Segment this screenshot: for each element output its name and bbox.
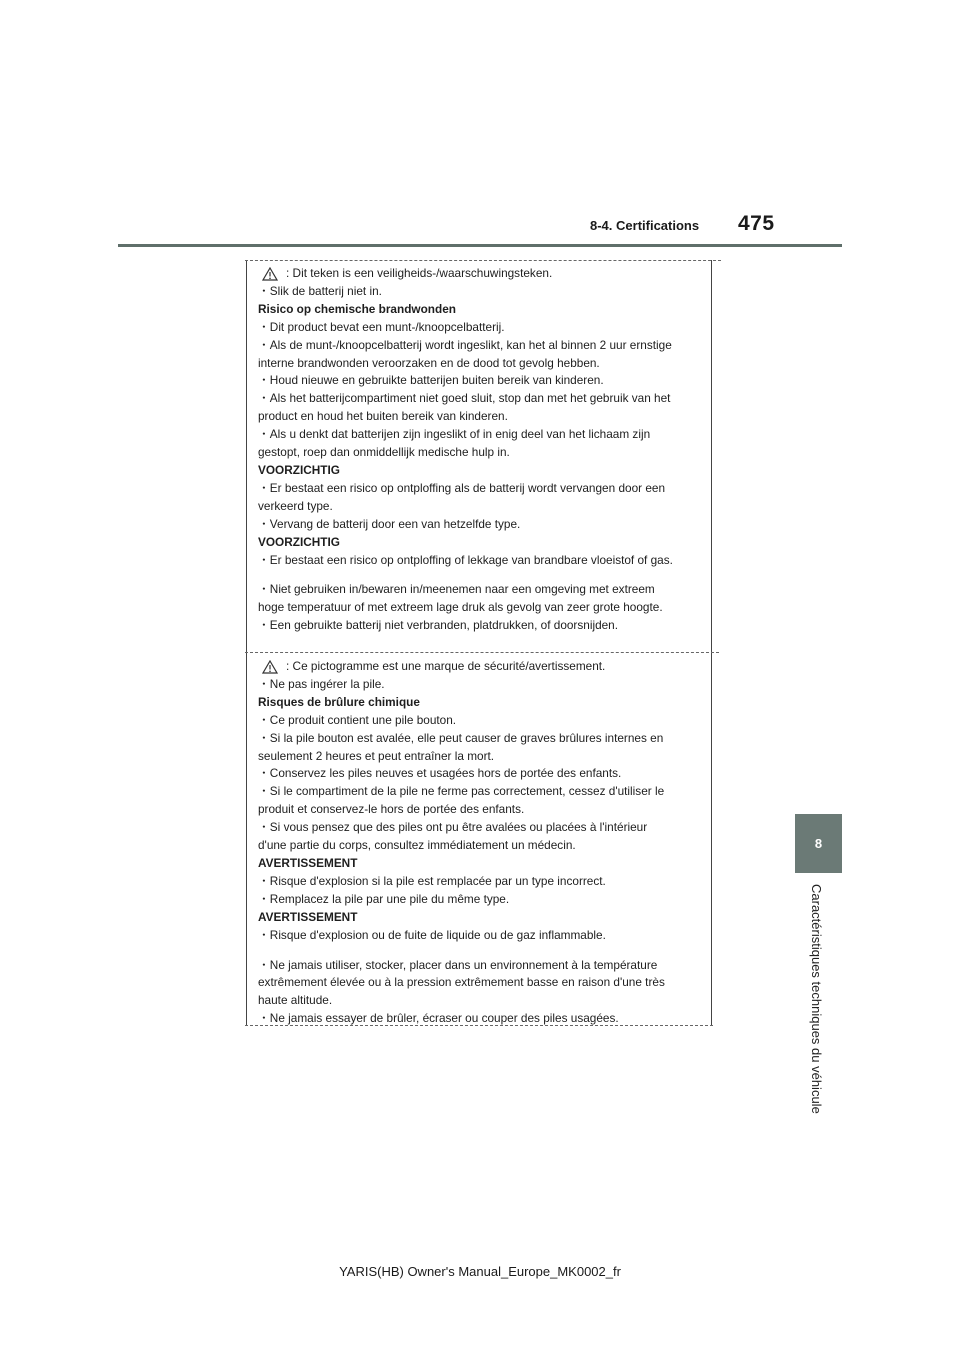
warning-line-dutch bbox=[258, 265, 703, 283]
label-line: d'une partie du corps, consultez immédiatement un médecin. bbox=[258, 838, 576, 853]
label-line: ・Si vous pensez que des piles ont pu être avalées ou placées à l'intérieur bbox=[258, 820, 648, 835]
label-line: ・Si le compartiment de la pile ne ferme pas correctement, cessez d'utiliser le bbox=[258, 784, 665, 799]
label-block-french bbox=[247, 656, 711, 1028]
warning-triangle-icon bbox=[262, 660, 278, 674]
label-line: ・Er bestaat een risico op ontploffing als de batterij wordt vervangen door een bbox=[258, 480, 666, 495]
language-divider bbox=[245, 652, 719, 653]
label-line: ・Ne jamais utiliser, stocker, placer dans un environnement à la température bbox=[258, 957, 658, 972]
label-heading: VOORZICHTIG bbox=[258, 462, 340, 477]
label-spacer bbox=[258, 945, 703, 957]
label-line: ・Risque d'explosion si la pile est remplacée par un type incorrect. bbox=[258, 873, 606, 888]
label-block-dutch bbox=[247, 263, 711, 635]
section-label: 8-4. Certifications bbox=[590, 218, 700, 233]
label-line: ・Als u denkt dat batterijen zijn ingeslikt of in enig deel van het lichaam zijn bbox=[258, 427, 651, 442]
label-line: ・Vervang de batterij door een van hetzelfde type. bbox=[258, 516, 521, 531]
label-heading: VOORZICHTIG bbox=[258, 534, 340, 549]
label-line: extrêmement élevée ou à la pression extrêmement basse en raison d'une très bbox=[258, 975, 665, 990]
chapter-number: 8 bbox=[814, 836, 823, 851]
warning-line-french bbox=[258, 658, 703, 676]
label-heading: AVERTISSEMENT bbox=[258, 855, 358, 870]
label-line: interne brandwonden veroorzaken en de dood tot gevolg hebben. bbox=[258, 355, 600, 370]
label-heading: Risques de brûlure chimique bbox=[258, 694, 420, 709]
chapter-tab[interactable] bbox=[795, 814, 842, 873]
label-line: ・Als het batterijcompartiment niet goed sluit, stop dan met het gebruik van het bbox=[258, 391, 671, 406]
label-line: ・Ne pas ingérer la pile. bbox=[258, 676, 385, 691]
header-rule bbox=[118, 244, 842, 247]
label-line: ・Ne jamais essayer de brûler, écraser ou couper des piles usagées. bbox=[258, 1011, 619, 1026]
label-line: ・Dit product bevat een munt-/knoopcelbatterij. bbox=[258, 319, 505, 334]
label-line: ・Houd nieuwe en gebruikte batterijen buiten bereik van kinderen. bbox=[258, 373, 604, 388]
battery-warning-label bbox=[246, 260, 712, 1026]
label-line: ・Als de munt-/knoopcelbatterij wordt ingeslikt, kan het al binnen 2 uur ernstige bbox=[258, 337, 672, 352]
label-line: ・Risque d'explosion ou de fuite de liquide ou de gaz inflammable. bbox=[258, 927, 606, 942]
label-line: gestopt, roep dan onmiddellijk medische hulp in. bbox=[258, 445, 510, 460]
label-line: verkeerd type. bbox=[258, 498, 333, 513]
label-line: ・Er bestaat een risico op ontploffing of lekkage van brandbare vloeistof of gas. bbox=[258, 552, 673, 567]
label-line: hoge temperatuur of met extreem lage druk als gevolg van zeer grote hoogte. bbox=[258, 600, 663, 615]
label-line: ・Remplacez la pile par une pile du même type. bbox=[258, 891, 510, 906]
label-line: ・Si la pile bouton est avalée, elle peut causer de graves brûlures internes en bbox=[258, 730, 664, 745]
label-line: ・Ce produit contient une pile bouton. bbox=[258, 712, 457, 727]
label-line: haute altitude. bbox=[258, 993, 333, 1008]
warning-triangle-icon bbox=[262, 267, 278, 281]
footer-manual-id: YARIS(HB) Owner's Manual_Europe_MK0002_fr bbox=[339, 1264, 621, 1279]
label-line: seulement 2 heures et peut entraîner la mort. bbox=[258, 748, 495, 763]
label-heading: Risico op chemische brandwonden bbox=[258, 301, 456, 316]
warning-text-french: : Ce pictogramme est une marque de sécurité/avertissement. bbox=[286, 659, 606, 673]
label-heading: AVERTISSEMENT bbox=[258, 909, 358, 924]
label-line: ・Een gebruikte batterij niet verbranden, platdrukken, of doorsnijden. bbox=[258, 618, 619, 633]
label-line: ・Niet gebruiken in/bewaren in/meenemen naar een omgeving met extreem bbox=[258, 582, 655, 597]
chapter-title: Caractéristiques techniques du véhicule bbox=[809, 884, 824, 1114]
label-line: product en houd het buiten bereik van kinderen. bbox=[258, 409, 508, 424]
warning-text-dutch: : Dit teken is een veiligheids-/waarschuwingsteken. bbox=[286, 266, 553, 280]
label-line: ・Conservez les piles neuves et usagées hors de portée des enfants. bbox=[258, 766, 622, 781]
label-line: produit et conservez-le hors de portée des enfants. bbox=[258, 802, 525, 817]
label-spacer bbox=[258, 569, 703, 581]
label-line: ・Slik de batterij niet in. bbox=[258, 283, 382, 298]
page-number: 475 bbox=[738, 212, 775, 235]
